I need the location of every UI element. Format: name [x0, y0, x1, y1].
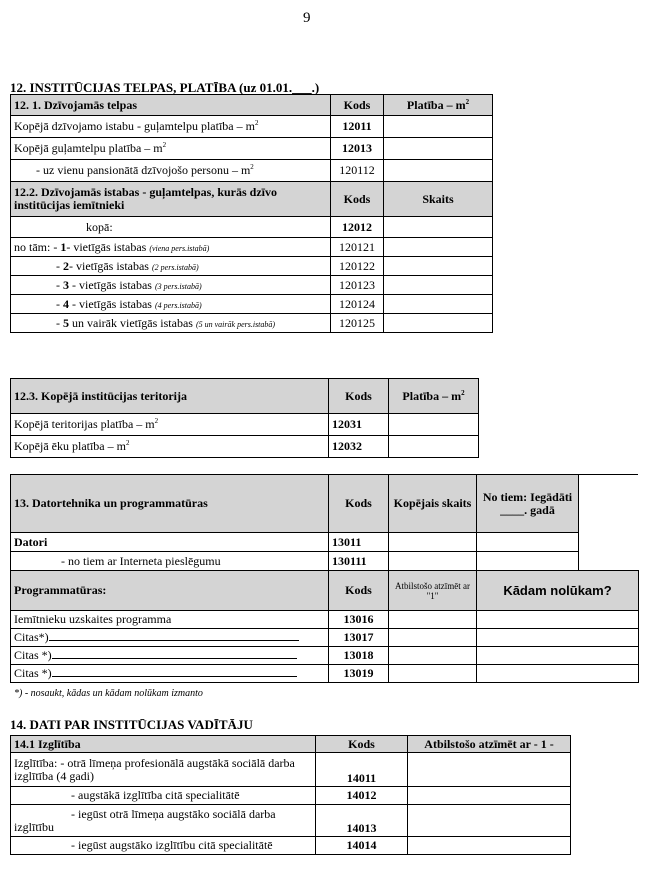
- input-cell-13011-acquired[interactable]: [477, 533, 579, 552]
- row-code: 14011: [316, 753, 408, 787]
- table-header: [11, 736, 571, 753]
- input-cell-12012[interactable]: [384, 217, 493, 238]
- row-code: 13017: [329, 629, 389, 647]
- table-header: [11, 379, 479, 414]
- input-cell-13018-mark[interactable]: [389, 647, 477, 665]
- header-kods: Kods: [329, 475, 389, 533]
- table-row: [11, 138, 493, 160]
- input-cell-13016-mark[interactable]: [389, 611, 477, 629]
- row-code: 120122: [331, 257, 384, 276]
- table-row: [11, 647, 639, 665]
- header-total: Kopējais skaits: [389, 475, 477, 533]
- input-cell-130111-acquired[interactable]: [477, 552, 579, 571]
- table-row: [11, 276, 493, 295]
- row-code: 120112: [331, 160, 384, 182]
- row-label: - augstākā izglītība citā specialitātē: [11, 787, 316, 805]
- row-label: - uz vienu pansionātā dzīvojošo personu – $m^2$: [11, 160, 331, 182]
- header-mark: Atbilstošo atzīmēt ar "1": [389, 571, 477, 611]
- input-cell-14012[interactable]: [408, 787, 571, 805]
- row-code: 13018: [329, 647, 389, 665]
- row-code: 14012: [316, 787, 408, 805]
- row-code: 12013: [331, 138, 384, 160]
- row-label: Datori: [11, 533, 329, 552]
- row-label: - 5 un vairāk vietīgās istabas (5 un vairāk pers.istabā): [11, 314, 331, 333]
- row-label: Citas *): [11, 647, 329, 665]
- row-label: Kopējā ēku platība – $m^2$: [11, 436, 329, 458]
- table-header: [11, 571, 639, 611]
- row-label: Kopējā dzīvojamo istabu - guļamtelpu platība – $m^2$: [11, 116, 331, 138]
- input-cell-13016-purpose[interactable]: [477, 611, 639, 629]
- table-header: [11, 182, 493, 217]
- table-row: [11, 753, 571, 787]
- input-cell-120122[interactable]: [384, 257, 493, 276]
- row-code: 13011: [329, 533, 389, 552]
- table-14-1: [10, 735, 571, 855]
- table-row: [11, 805, 571, 837]
- input-cell-13017-mark[interactable]: [389, 629, 477, 647]
- row-code: 14013: [316, 805, 408, 837]
- table-row: [11, 533, 639, 552]
- row-label: Citas *): [11, 665, 329, 683]
- input-cell-14013[interactable]: [408, 805, 571, 837]
- header-mark: Atbilstošo atzīmēt ar - 1 -: [408, 736, 571, 753]
- input-cell-120112[interactable]: [384, 160, 493, 182]
- table-row: [11, 552, 639, 571]
- section-12-title: 12. INSTITŪCIJAS TELPAS, PLATĪBA (uz 01.01.___.): [10, 80, 320, 95]
- row-code: 130111: [329, 552, 389, 571]
- input-cell-13019-mark[interactable]: [389, 665, 477, 683]
- row-code: 13019: [329, 665, 389, 683]
- row-code: 14014: [316, 837, 408, 855]
- input-cell-12032[interactable]: [389, 436, 479, 458]
- row-code: 120121: [331, 238, 384, 257]
- header-label: 12. 1. Dzīvojamās telpas: [11, 95, 331, 116]
- row-code: 120125: [331, 314, 384, 333]
- table-header: [11, 95, 493, 116]
- header-label: 13. Datortehnika un programmatūras: [11, 475, 329, 533]
- row-label: Kopējā guļamtelpu platība – $m^2$: [11, 138, 331, 160]
- header-label: Programmatūras:: [11, 571, 329, 611]
- header-area: Platība – $m^2$: [384, 95, 493, 116]
- table-row: [11, 611, 639, 629]
- section-14-title: 14. DATI PAR INSTITŪCIJAS VADĪTĀJU: [10, 717, 253, 732]
- input-cell-120124[interactable]: [384, 295, 493, 314]
- header-kods: Kods: [331, 95, 384, 116]
- table-13: [10, 474, 639, 683]
- table-row: [11, 314, 493, 333]
- row-label: no tām: - 1- vietīgās istabas (viena pers.istabā): [11, 238, 331, 257]
- table-row: [11, 436, 479, 458]
- table-row: [11, 116, 493, 138]
- row-code: 12032: [329, 436, 389, 458]
- header-label: 12.3. Kopējā institūcijas teritorija: [11, 379, 329, 414]
- row-label: kopā:: [11, 217, 331, 238]
- row-label: - 3 - vietīgās istabas (3 pers.istabā): [11, 276, 331, 295]
- input-cell-14011[interactable]: [408, 753, 571, 787]
- table-12-3: [10, 378, 479, 458]
- table-row: [11, 160, 493, 182]
- table-row: [11, 257, 493, 276]
- row-label: - 2- vietīgās istabas (2 pers.istabā): [11, 257, 331, 276]
- row-code: 120123: [331, 276, 384, 295]
- input-cell-14014[interactable]: [408, 837, 571, 855]
- row-code: 120124: [331, 295, 384, 314]
- row-label: Iemītnieku uzskaites programma: [11, 611, 329, 629]
- table-row: [11, 414, 479, 436]
- header-label: 14.1 Izglītība: [11, 736, 316, 753]
- row-code: 12011: [331, 116, 384, 138]
- row-label: Izglītība: - otrā līmeņa profesionālā augstākā sociālā darba izglītība (4 gadi): [11, 753, 316, 787]
- table-row: [11, 665, 639, 683]
- input-cell-13019-purpose[interactable]: [477, 665, 639, 683]
- table-row: [11, 238, 493, 257]
- row-code: 13016: [329, 611, 389, 629]
- table-header: [11, 475, 639, 533]
- input-cell-130111-total[interactable]: [389, 552, 477, 571]
- row-label: - 4 - vietīgās istabas (4 pers.istabā): [11, 295, 331, 314]
- header-kods: Kods: [329, 379, 389, 414]
- table-row: [11, 217, 493, 238]
- footnote: *) - nosaukt, kādas un kādam nolūkam izmanto: [14, 688, 203, 699]
- input-cell-120125[interactable]: [384, 314, 493, 333]
- header-count: Skaits: [384, 182, 493, 217]
- row-code: 12012: [331, 217, 384, 238]
- row-label: Citas*): [11, 629, 329, 647]
- row-label: Kopējā teritorijas platība – $m^2$: [11, 414, 329, 436]
- table-row: [11, 295, 493, 314]
- header-area: Platība – $m^2$: [389, 379, 479, 414]
- input-cell-12031[interactable]: [389, 414, 479, 436]
- header-purpose: Kādam nolūkam?: [477, 571, 639, 611]
- header-acquired: No tiem: Iegādāti ____. gadā: [477, 475, 579, 533]
- input-cell-12011[interactable]: [384, 116, 493, 138]
- header-kods: Kods: [329, 571, 389, 611]
- input-cell-120123[interactable]: [384, 276, 493, 295]
- header-kods: Kods: [331, 182, 384, 217]
- input-cell-13018-purpose[interactable]: [477, 647, 639, 665]
- input-cell-13017-purpose[interactable]: [477, 629, 639, 647]
- header-kods: Kods: [316, 736, 408, 753]
- row-label: - no tiem ar Interneta pieslēgumu: [11, 552, 329, 571]
- input-cell-12013[interactable]: [384, 138, 493, 160]
- row-label: - iegūst otrā līmeņa augstāko sociālā darba izglītību: [11, 805, 316, 837]
- table-row: [11, 787, 571, 805]
- row-label: - iegūst augstāko izglītību citā specialitātē: [11, 837, 316, 855]
- input-cell-120121[interactable]: [384, 238, 493, 257]
- table-row: [11, 837, 571, 855]
- header-label: 12.2. Dzīvojamās istabas - guļamtelpas, kurās dzīvo institūcijas iemītnieki: [11, 182, 331, 217]
- table-12-1: [10, 94, 493, 333]
- table-row: [11, 629, 639, 647]
- row-code: 12031: [329, 414, 389, 436]
- page-number: 9: [303, 10, 311, 26]
- input-cell-13011-total[interactable]: [389, 533, 477, 552]
